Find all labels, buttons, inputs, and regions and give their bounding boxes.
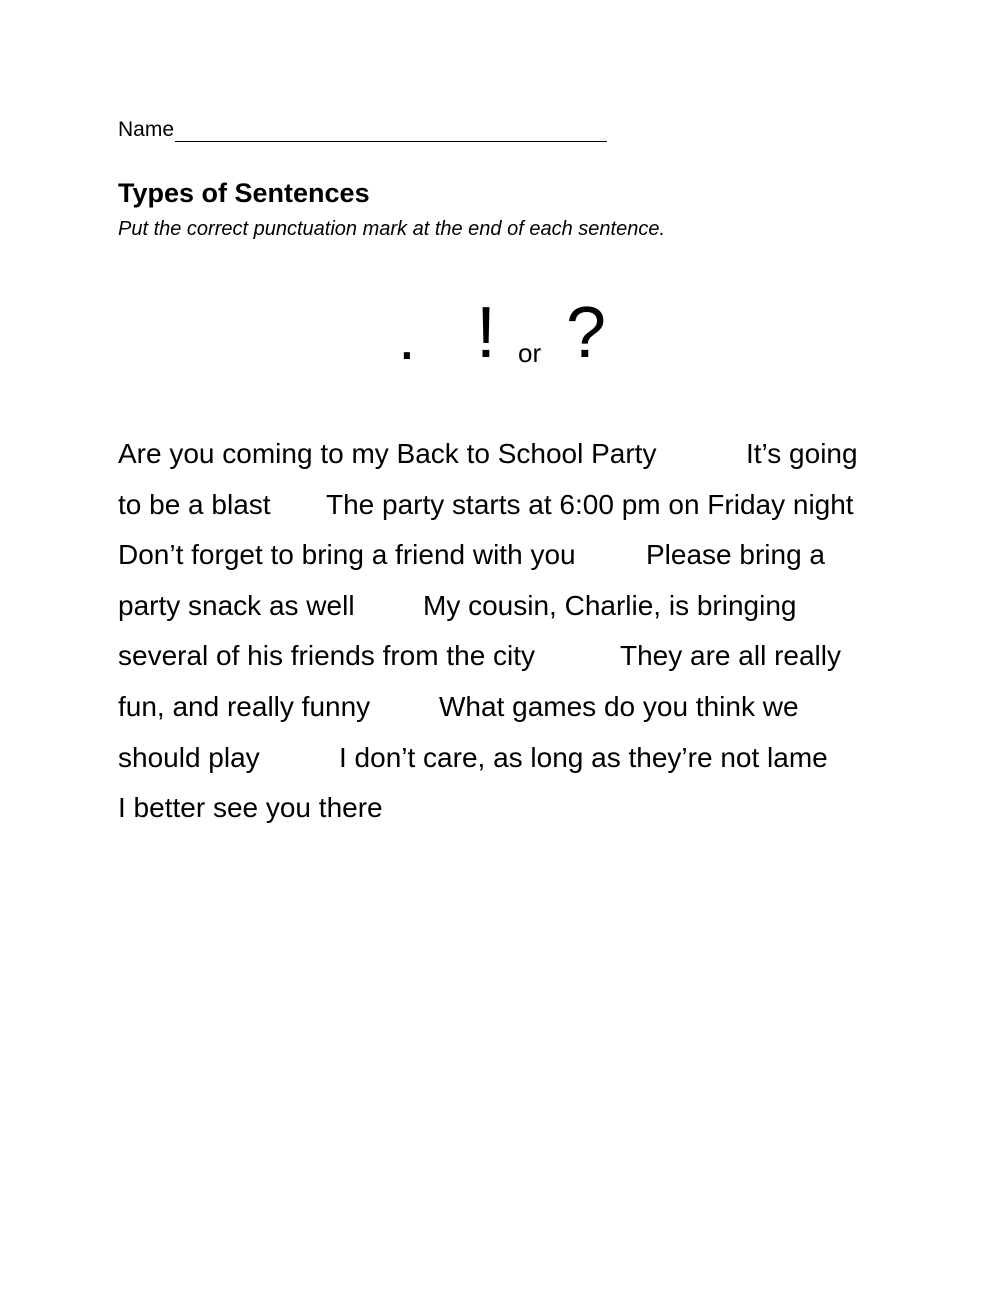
sentence-segment: My cousin, Charlie, is bringing (423, 589, 797, 621)
name-label: Name (118, 118, 175, 141)
sentence-segment: The party starts at 6:00 pm on Friday night (326, 488, 854, 520)
sentence-segment: fun, and really funny (118, 690, 371, 722)
question-mark: ? (566, 293, 607, 373)
sentence-segment: They are all really (620, 640, 841, 672)
sentence-segment: Please bring a (646, 539, 826, 571)
passage-line (118, 691, 918, 742)
sentence-segment: Are you coming to my Back to School Party (118, 438, 657, 469)
sentence-segment: It’s going (746, 438, 858, 469)
sentence-segment: several of his friends from the city (118, 640, 536, 672)
period-mark: . (398, 301, 416, 373)
name-field-row (118, 118, 607, 142)
sentence-segment: I better see you there (118, 792, 383, 824)
sentence-segment: What games do you think we (439, 690, 799, 722)
sentence-segment: I don’t care, as long as they’re not lame (339, 741, 828, 773)
sentence-segment: to be a blast (118, 488, 271, 520)
exclamation-mark: ! (476, 293, 497, 373)
sentence-segment: should play (118, 741, 260, 773)
passage-line (118, 640, 918, 691)
worksheet-title: Types of Sentences (118, 178, 370, 208)
worksheet-instructions: Put the correct punctuation mark at the end of each sentence. (118, 218, 666, 240)
passage-line (118, 742, 918, 793)
or-label: or (518, 338, 542, 368)
passage-line (118, 590, 918, 641)
passage-line (118, 489, 918, 540)
sentence-segment: party snack as well (118, 589, 355, 621)
sentence-segment: Don’t forget to bring a friend with you (118, 539, 576, 571)
passage-line (118, 539, 918, 590)
name-blank-line[interactable] (175, 119, 607, 142)
passage (118, 438, 918, 843)
passage-line (118, 438, 918, 489)
passage-line (118, 792, 918, 843)
punctuation-options (0, 292, 1000, 382)
